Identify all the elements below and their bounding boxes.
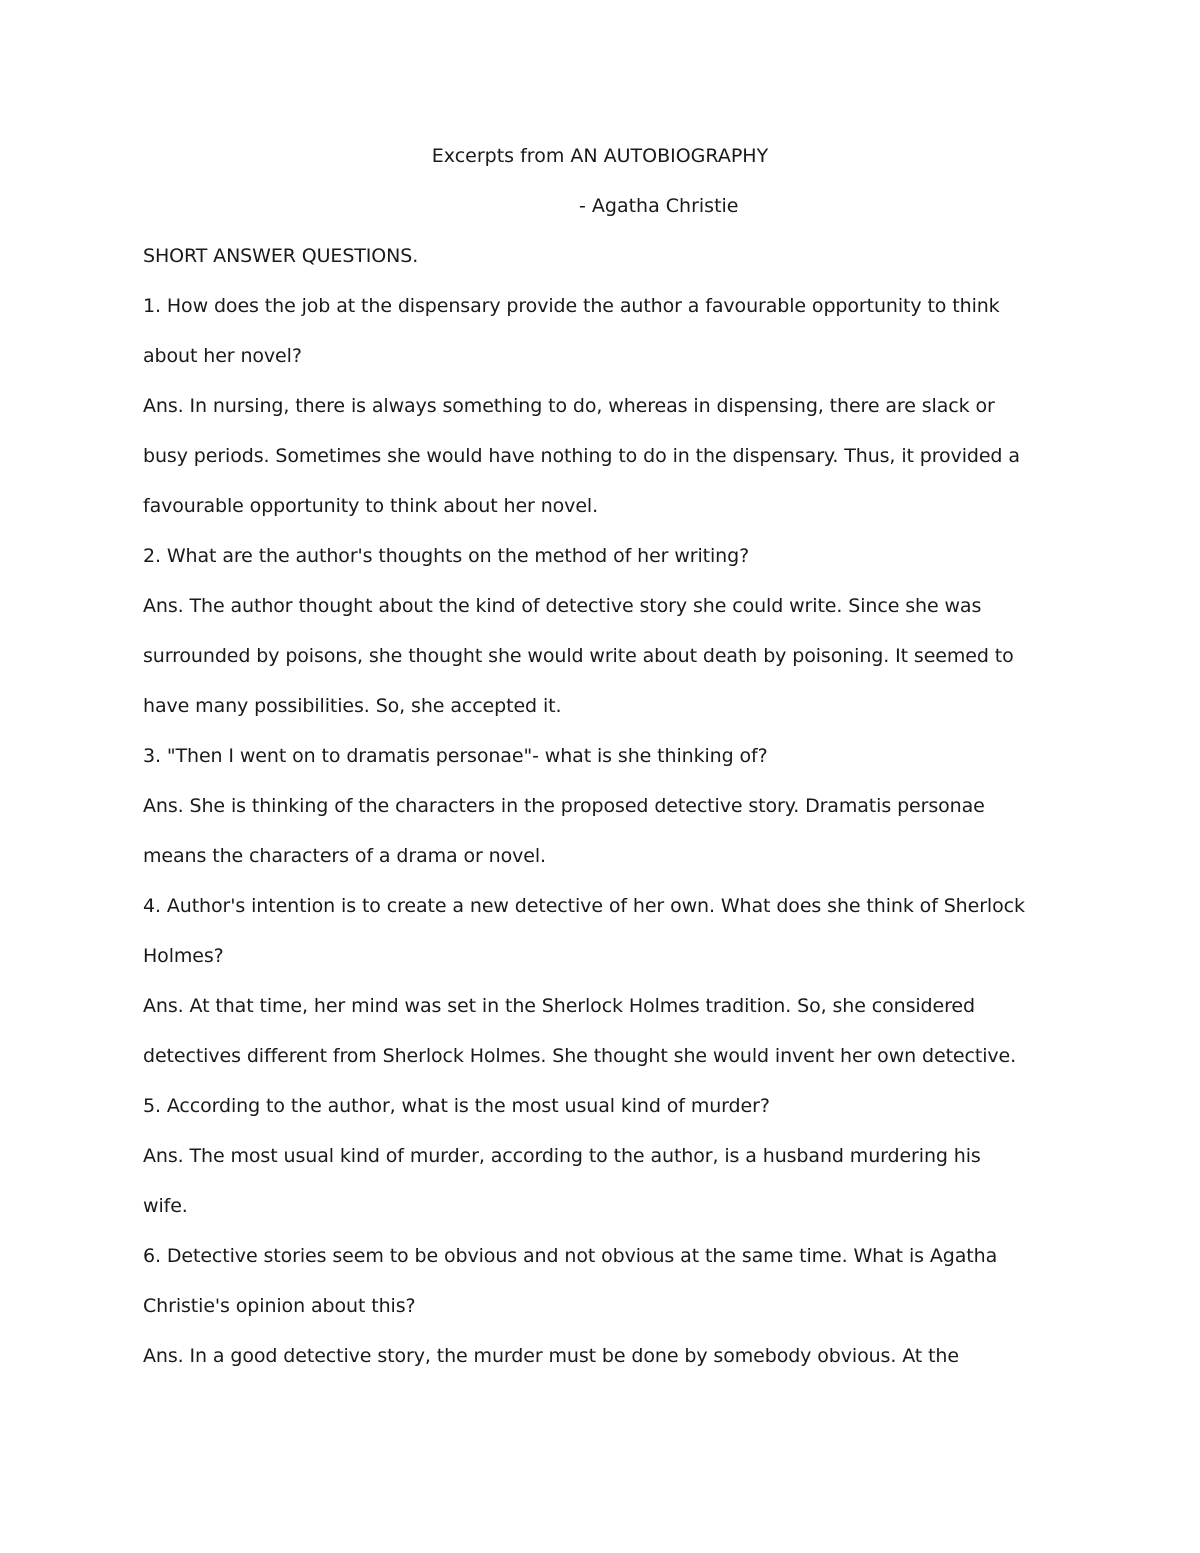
text-line: 3. "Then I went on to dramatis personae"- what is she thinking of?: [143, 745, 768, 767]
text-line: Ans. At that time, her mind was set in the Sherlock Holmes tradition. So, she considered: [143, 995, 975, 1017]
text-line: Christie's opinion about this?: [143, 1295, 416, 1317]
text-line: about her novel?: [143, 345, 302, 367]
text-line: Ans. In nursing, there is always something to do, whereas in dispensing, there are slack or: [143, 395, 995, 417]
text-line: favourable opportunity to think about her novel.: [143, 495, 599, 517]
text-line: 4. Author's intention is to create a new detective of her own. What does she think of Sherlock: [143, 895, 1025, 917]
text-line: 5. According to the author, what is the most usual kind of murder?: [143, 1095, 770, 1117]
text-line: surrounded by poisons, she thought she would write about death by poisoning. It seemed to: [143, 645, 1014, 667]
section-heading: SHORT ANSWER QUESTIONS.: [143, 245, 419, 267]
text-line: Ans. The most usual kind of murder, according to the author, is a husband murdering his: [143, 1145, 981, 1167]
text-line: have many possibilities. So, she accepted it.: [143, 695, 562, 717]
text-line: busy periods. Sometimes she would have nothing to do in the dispensary. Thus, it provided a: [143, 445, 1020, 467]
text-line: Ans. In a good detective story, the murder must be done by somebody obvious. At the: [143, 1345, 959, 1367]
text-line: 1. How does the job at the dispensary provide the author a favourable opportunity to think: [143, 295, 1000, 317]
text-line: 2. What are the author's thoughts on the method of her writing?: [143, 545, 750, 567]
text-line: Ans. She is thinking of the characters in the proposed detective story. Dramatis personae: [143, 795, 985, 817]
text-line: means the characters of a drama or novel.: [143, 845, 546, 867]
document-title: Excerpts from AN AUTOBIOGRAPHY: [431, 145, 769, 167]
text-line: wife.: [143, 1195, 188, 1217]
text-line: Holmes?: [143, 945, 224, 967]
author-byline: - Agatha Christie: [579, 195, 739, 217]
text-line: Ans. The author thought about the kind of detective story she could write. Since she was: [143, 595, 982, 617]
text-line: detectives different from Sherlock Holmes. She thought she would invent her own detective.: [143, 1045, 1017, 1067]
text-line: 6. Detective stories seem to be obvious and not obvious at the same time. What is Agatha: [143, 1245, 998, 1267]
